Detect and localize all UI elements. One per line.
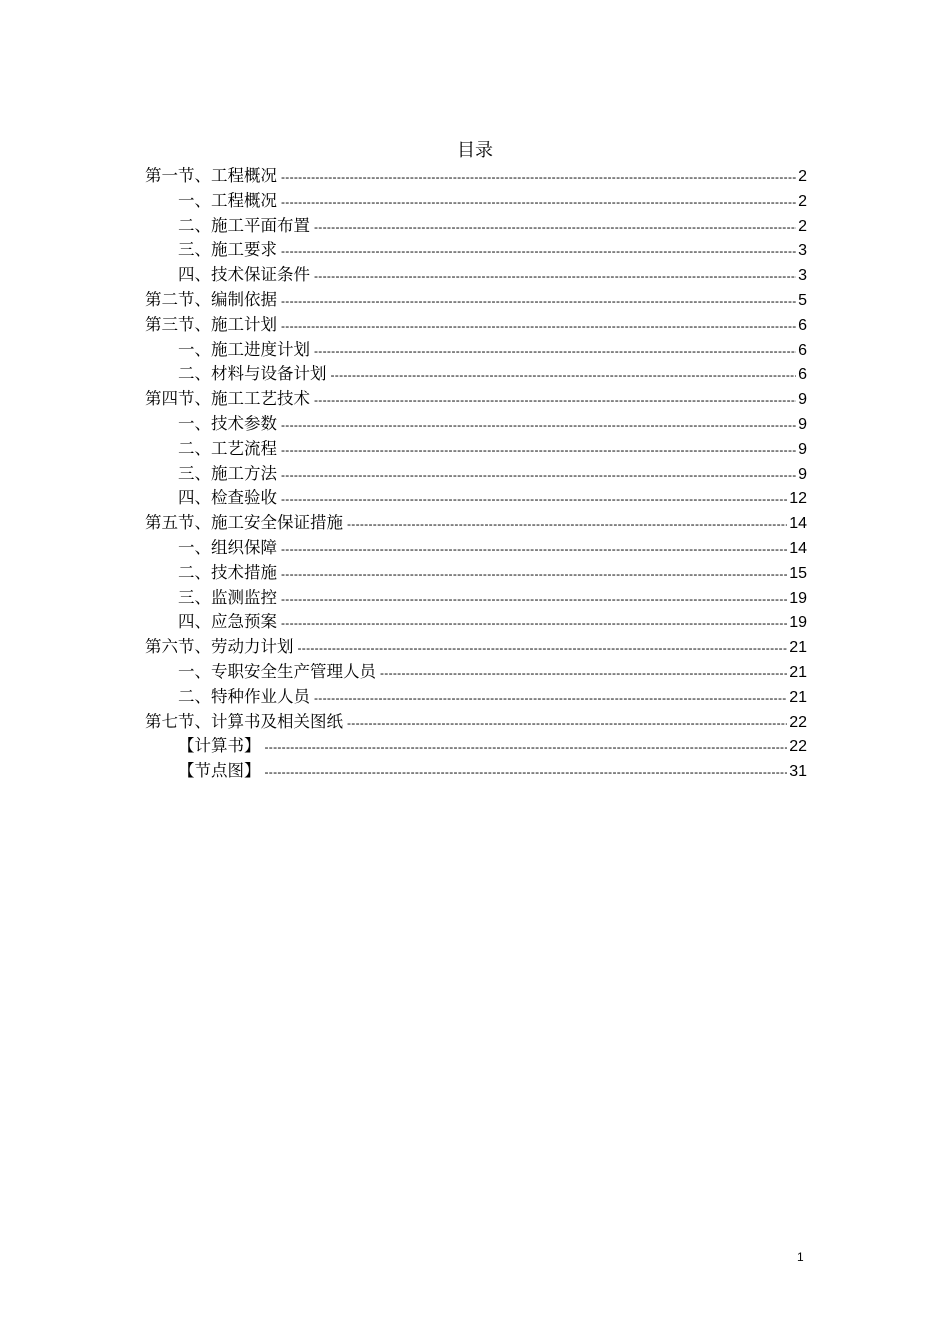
toc-subsection-entry[interactable]: [145, 734, 807, 759]
toc-dot-leader: [281, 562, 787, 586]
toc-entry-page: 9: [798, 440, 807, 458]
toc-entry-text: 一、技术参数: [178, 413, 277, 433]
toc-entry-page: 21: [789, 639, 807, 657]
toc-entry-page: 14: [789, 515, 807, 533]
toc-dot-leader: [314, 686, 787, 710]
toc-entry-page: 9: [798, 465, 807, 483]
toc-entry-page: 2: [798, 168, 807, 185]
toc-dot-leader: [314, 388, 796, 412]
toc-dot-leader: [281, 587, 787, 611]
toc-dot-leader: [281, 463, 796, 487]
toc-entry-page: 6: [798, 366, 807, 384]
toc-dot-leader: [265, 735, 788, 759]
toc-dot-leader: [314, 215, 796, 239]
toc-section-entry[interactable]: [145, 313, 807, 338]
toc-entry-page: 6: [798, 316, 807, 334]
toc-dot-leader: [314, 264, 796, 288]
toc-entry-text: 四、技术保证条件: [178, 265, 310, 285]
toc-subsection-entry[interactable]: [145, 189, 807, 214]
toc-subsection-entry[interactable]: [145, 536, 807, 561]
toc-subsection-entry[interactable]: [145, 462, 807, 487]
toc-dot-leader: [347, 512, 787, 536]
toc-subsection-entry[interactable]: [145, 362, 807, 387]
toc-subsection-entry[interactable]: [145, 685, 807, 710]
toc-entry-text: 三、监测监控: [178, 587, 277, 607]
toc-entry-text: 第二节、编制依据: [145, 289, 277, 309]
toc-entry-text: 四、检查验收: [178, 488, 277, 508]
toc-dot-leader: [281, 239, 796, 263]
toc-section-entry[interactable]: [145, 710, 807, 735]
toc-dot-leader: [380, 661, 787, 685]
toc-subsection-entry[interactable]: [145, 586, 807, 611]
toc-subsection-entry[interactable]: [145, 660, 807, 685]
toc-entry-page: 22: [789, 738, 807, 756]
toc-entry-text: 第一节、工程概况: [145, 166, 277, 185]
toc-dot-leader: [331, 363, 797, 387]
toc-entry-page: 3: [798, 242, 807, 260]
toc-entry-page: 19: [789, 589, 807, 607]
toc-subsection-entry[interactable]: [145, 338, 807, 363]
toc-entry-text: 四、应急预案: [178, 612, 277, 632]
toc-entry-page: 19: [789, 614, 807, 632]
toc-dot-leader: [347, 711, 787, 735]
toc-entry-page: 31: [789, 763, 807, 781]
toc-entry-text: 一、组织保障: [178, 537, 277, 557]
toc-dot-leader: [281, 190, 796, 214]
toc-section-entry[interactable]: [145, 635, 807, 660]
toc-entry-text: 一、工程概况: [178, 190, 277, 210]
toc-entry-page: 9: [798, 391, 807, 409]
toc-entry-page: 14: [789, 539, 807, 557]
toc-entry-text: 第三节、施工计划: [145, 314, 277, 334]
toc-entry-page: 2: [798, 192, 807, 210]
toc-section-entry[interactable]: [145, 164, 807, 189]
toc-entry-text: 二、材料与设备计划: [178, 364, 327, 384]
toc-entry-text: 三、施工方法: [178, 463, 277, 483]
toc-entry-text: 第七节、计算书及相关图纸: [145, 711, 343, 731]
toc-dot-leader: [314, 339, 796, 363]
toc-entry-text: 二、工艺流程: [178, 438, 277, 458]
toc-subsection-entry[interactable]: [145, 561, 807, 586]
toc-entry-text: 一、施工进度计划: [178, 339, 310, 359]
page-number: 1: [797, 1250, 804, 1264]
toc-entry-page: 2: [798, 217, 807, 235]
toc-entry-text: 【计算书】: [178, 736, 261, 756]
toc-entry-page: 15: [789, 564, 807, 582]
toc-subsection-entry[interactable]: [145, 759, 807, 784]
toc-dot-leader: [281, 289, 796, 313]
toc-dot-leader: [298, 636, 788, 660]
toc-entry-page: 5: [798, 291, 807, 309]
toc-entry-text: 二、施工平面布置: [178, 215, 310, 235]
toc-subsection-entry[interactable]: [145, 437, 807, 462]
toc-entry-text: 二、特种作业人员: [178, 686, 310, 706]
toc-entry-page: 21: [789, 688, 807, 706]
toc-entry-page: 21: [789, 663, 807, 681]
toc-dot-leader: [281, 314, 796, 338]
toc-entry-page: 22: [789, 713, 807, 731]
toc-subsection-entry[interactable]: [145, 214, 807, 239]
toc-entry-text: 二、技术措施: [178, 562, 277, 582]
toc-dot-leader: [281, 438, 796, 462]
toc-entry-text: 一、专职安全生产管理人员: [178, 661, 376, 681]
toc-entry-text: 第五节、施工安全保证措施: [145, 513, 343, 533]
toc-dot-leader: [281, 611, 787, 635]
toc-subsection-entry[interactable]: [145, 486, 807, 511]
toc-entry-text: 第六节、劳动力计划: [145, 637, 294, 657]
toc-dot-leader: [281, 487, 787, 511]
toc-subsection-entry[interactable]: [145, 412, 807, 437]
toc-section-entry[interactable]: [145, 288, 807, 313]
toc-dot-leader: [281, 537, 787, 561]
toc-entry-page: 3: [798, 267, 807, 285]
toc-entry-text: 第四节、施工工艺技术: [145, 389, 310, 409]
toc-entry-page: 12: [789, 490, 807, 508]
toc-entry-text: 三、施工要求: [178, 240, 277, 260]
toc-subsection-entry[interactable]: [145, 263, 807, 288]
toc-dot-leader: [265, 760, 788, 784]
toc-title: 目录: [457, 140, 493, 161]
toc-subsection-entry[interactable]: [145, 238, 807, 263]
toc-entry-page: 6: [798, 341, 807, 359]
toc-entry-page: 9: [798, 415, 807, 433]
toc-section-entry[interactable]: [145, 511, 807, 536]
toc-dot-leader: [281, 413, 796, 437]
toc-entry-text: 【节点图】: [178, 761, 261, 781]
toc-subsection-entry[interactable]: [145, 610, 807, 635]
toc-section-entry[interactable]: [145, 387, 807, 412]
toc-list: [145, 164, 807, 784]
toc-dot-leader: [281, 165, 796, 189]
